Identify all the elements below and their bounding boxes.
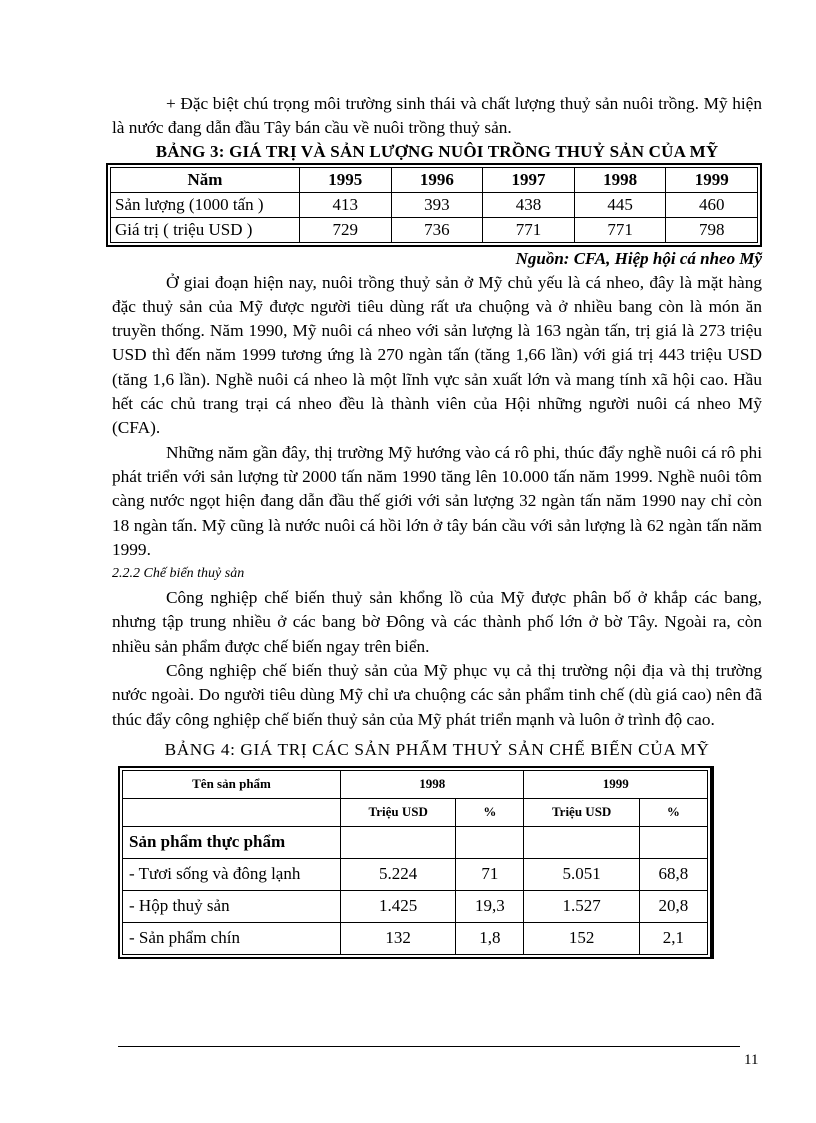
table4-cell: 20,8: [639, 890, 707, 922]
table3-header-cell: 1997: [483, 167, 575, 192]
table4-cell: 1.425: [341, 890, 456, 922]
table4-title: BẢNG 4: GIÁ TRỊ CÁC SẢN PHẨM THUỶ SẢN CHẾ BIẾN CỦA MỸ: [164, 739, 710, 759]
table4-row-label: - Sản phẩm chín: [123, 922, 341, 954]
page-content: [112, 92, 762, 959]
table4-year-header: 1998: [341, 770, 524, 798]
page-number: 11: [744, 1052, 759, 1068]
table-row: [111, 217, 758, 242]
table4-header-row: [123, 770, 708, 798]
table3-source: Nguồn: CFA, Hiệp hội cá nheo Mỹ: [515, 248, 762, 268]
table3-cell: 445: [574, 192, 666, 217]
table4-subheader-cell: %: [639, 798, 707, 826]
table3-header-cell: 1995: [300, 167, 392, 192]
table4-empty-cell: [456, 826, 524, 858]
table3-header-row: [111, 167, 758, 192]
paragraph-processing-markets: Công nghiệp chế biến thuỷ sản của Mỹ phục vụ cả thị trường nội địa và thị trường nước ngoài. Do người tiêu dùng Mỹ chỉ ưa chuộng các sản phẩm tinh chế (dù giá cao) nên đã thúc đẩy công nghiệp chế biến thuỷ sản của Mỹ phát triển mạnh và luôn ở trình độ cao.: [112, 661, 762, 729]
table4-empty-cell: [123, 798, 341, 826]
table3-header-cell: 1999: [666, 167, 758, 192]
table4-cell: 2,1: [639, 922, 707, 954]
table4-cell: 152: [524, 922, 639, 954]
table3-frame: [106, 163, 762, 247]
table3-cell: 460: [666, 192, 758, 217]
table4-empty-cell: [524, 826, 639, 858]
table4-row-label: - Tươi sống và đông lạnh: [123, 858, 341, 890]
table4-cell: 1.527: [524, 890, 639, 922]
table-row: [111, 192, 758, 217]
table3-header-cell: 1996: [391, 167, 483, 192]
table4-cell: 132: [341, 922, 456, 954]
paragraph-processing-distribution: Công nghiệp chế biến thuỷ sản khổng lồ của Mỹ được phân bố ở khắp các bang, nhưng tập trung nhiều ở các bang bờ Đông và các thành phố lớn ở bờ Tây. Ngoài ra, còn nhiều sản phẩm được chế biến ngay trên biển.: [112, 588, 762, 656]
table4-frame: [118, 766, 714, 959]
table3-cell: 393: [391, 192, 483, 217]
table4-year-header: 1999: [524, 770, 708, 798]
table-row: [123, 922, 708, 954]
table4-subheader-cell: Triệu USD: [341, 798, 456, 826]
table3-cell: 771: [483, 217, 575, 242]
table4-group-label: Sản phẩm thực phẩm: [123, 826, 341, 858]
table4-cell: 1,8: [456, 922, 524, 954]
table3-cell: 771: [574, 217, 666, 242]
table3-title: BẢNG 3: GIÁ TRỊ VÀ SẢN LƯỢNG NUÔI TRỒNG THUỶ SẢN CỦA MỸ: [155, 141, 719, 161]
table4-subheader-cell: %: [456, 798, 524, 826]
table4-subheader-row: [123, 798, 708, 826]
table3-cell: 413: [300, 192, 392, 217]
table3-cell: 798: [666, 217, 758, 242]
table4-subheader-cell: Triệu USD: [524, 798, 639, 826]
table3-cell: 438: [483, 192, 575, 217]
table-row: [123, 890, 708, 922]
table4-empty-cell: [341, 826, 456, 858]
table4-empty-cell: [639, 826, 707, 858]
table4-cell: 19,3: [456, 890, 524, 922]
footer-divider: [118, 1046, 740, 1047]
table3-cell: 729: [300, 217, 392, 242]
paragraph-tilapia: Những năm gần đây, thị trường Mỹ hướng vào cá rô phi, thúc đẩy nghề nuôi cá rô phi phát triển với sản lượng từ 2000 tấn năm 1990 tăng lên 10.000 tấn năm 1999. Nghề nuôi tôm càng nước ngọt hiện đang dẫn đầu thế giới với sản lượng 32 ngàn tấn năm 1990 nay chỉ còn 18 ngàn tấn. Mỹ cũng là nước nuôi cá hồi lớn ở tây bán cầu với sản lượng là 62 ngàn tấn năm 1999.: [112, 442, 762, 559]
table-row: [123, 858, 708, 890]
table3: [110, 167, 758, 243]
table3-row-label: Giá trị ( triệu USD ): [111, 217, 300, 242]
table4-cell: 5.224: [341, 858, 456, 890]
table4-cell: 71: [456, 858, 524, 890]
table4-cell: 5.051: [524, 858, 639, 890]
paragraph-ecology: + Đặc biệt chú trọng môi trường sinh thái và chất lượng thuỷ sản nuôi trồng. Mỹ hiện là nước đang dẫn đầu Tây bán cầu về nuôi trồng thuỷ sản.: [112, 94, 762, 138]
table4-row-label: - Hộp thuỷ sản: [123, 890, 341, 922]
table3-cell: 736: [391, 217, 483, 242]
table4: [122, 770, 708, 955]
table3-row-label: Sản lượng (1000 tấn ): [111, 192, 300, 217]
section-heading: 2.2.2 Chế biến thuỷ sản: [112, 566, 245, 582]
table3-header-cell: 1998: [574, 167, 666, 192]
table4-cell: 68,8: [639, 858, 707, 890]
table4-product-header: Tên sản phẩm: [123, 770, 341, 798]
table3-header-cell: Năm: [111, 167, 300, 192]
table-row: [123, 826, 708, 858]
paragraph-catfish: Ở giai đoạn hiện nay, nuôi trồng thuỷ sản ở Mỹ chủ yếu là cá nheo, đây là mặt hàng đặc thuỷ sản của Mỹ được người tiêu dùng rất ưa chuộng và ở nhiều bang còn là món ăn truyền thống. Năm 1990, Mỹ nuôi cá nheo với sản lượng là 163 ngàn tấn, trị giá là 273 triệu USD thì đến năm 1999 tương ứng là 270 ngàn tấn (tăng 1,66 lần) với giá trị 443 triệu USD (tăng 1,6 lần). Nghề nuôi cá nheo là một lĩnh vực sản xuất lớn và mang tính xã hội cao. Hầu hết các chủ trang trại cá nheo đều là thành viên của Hội những người nuôi cá nheo Mỹ (CFA).: [112, 272, 762, 438]
